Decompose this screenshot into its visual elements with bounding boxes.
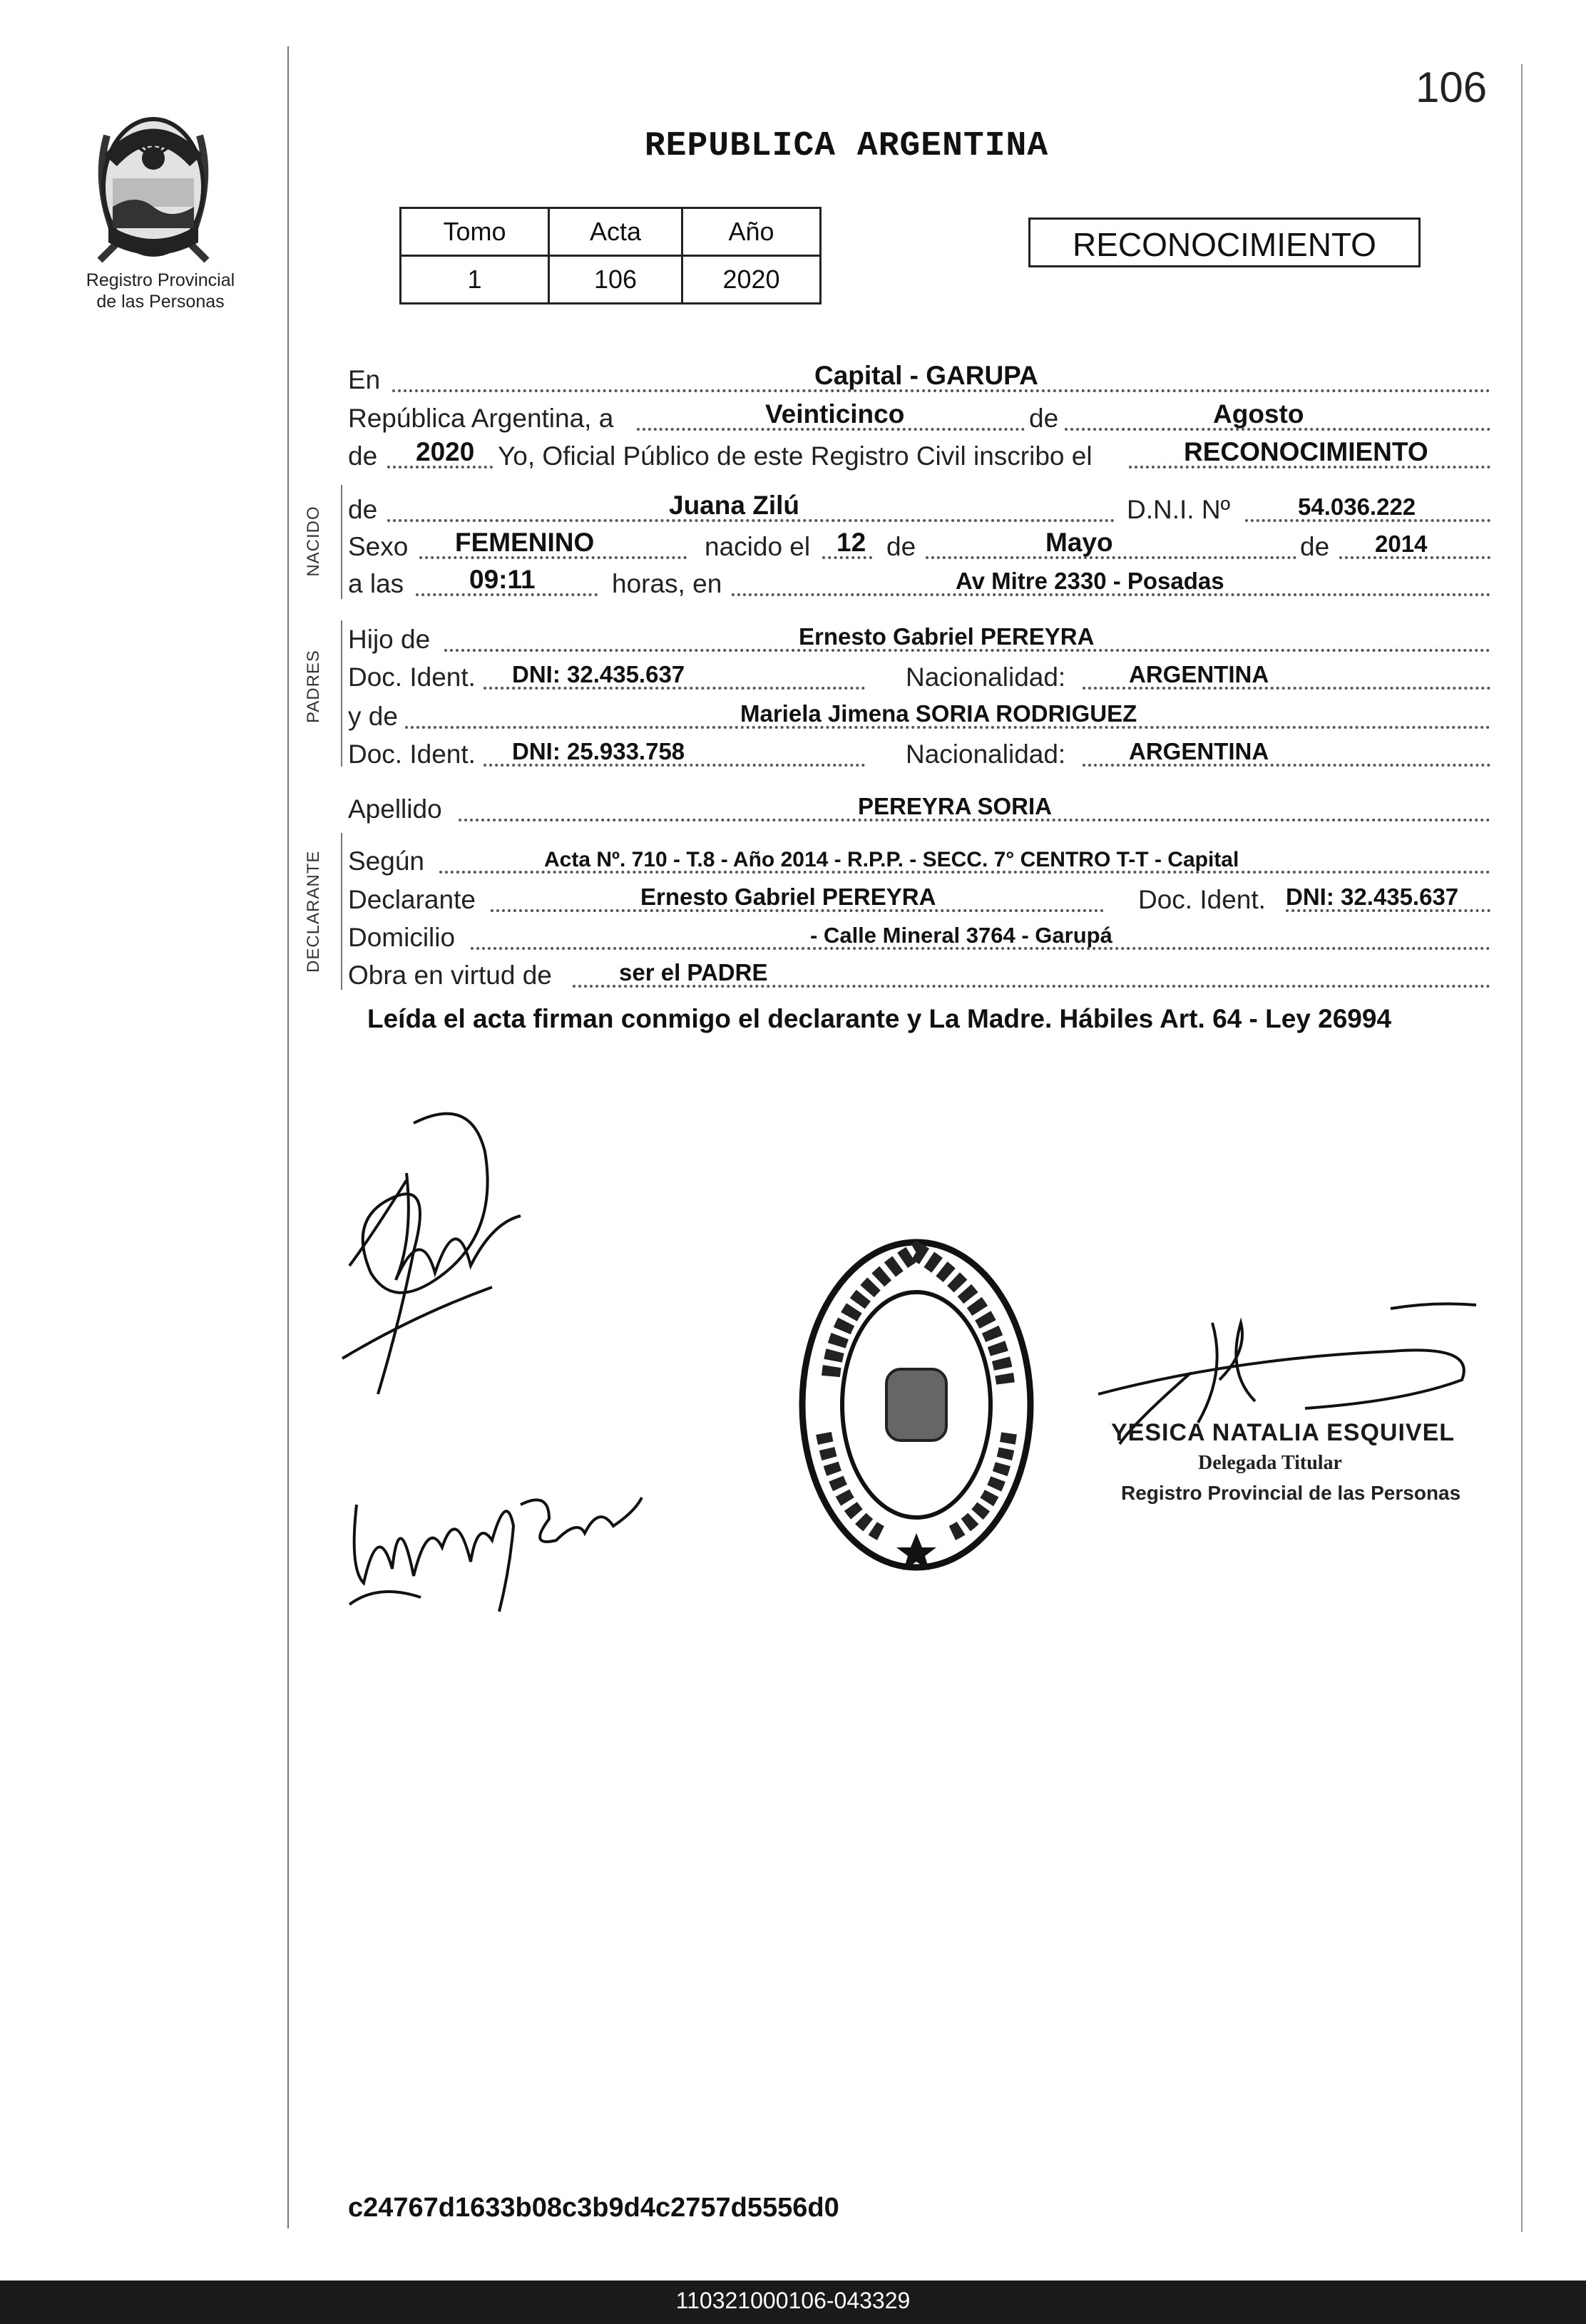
year-value: 2020 bbox=[416, 437, 475, 466]
apellido-label: Apellido bbox=[348, 794, 442, 824]
row-place bbox=[348, 362, 1490, 399]
value-tomo: 1 bbox=[401, 256, 549, 304]
row-obra bbox=[348, 958, 1490, 995]
father-nationality-value: ARGENTINA bbox=[1129, 661, 1269, 687]
doc-ident-label-3: Doc. Ident. bbox=[1138, 885, 1266, 914]
header-tomo: Tomo bbox=[401, 208, 549, 256]
declarante-bracket-line bbox=[341, 833, 342, 990]
row-segun bbox=[348, 844, 1490, 881]
father-value: Ernesto Gabriel PEREYRA bbox=[799, 623, 1095, 650]
nacido-bracket-line bbox=[341, 485, 342, 599]
header-acta: Acta bbox=[549, 208, 682, 256]
left-margin-line bbox=[287, 46, 289, 2228]
row-time-place bbox=[348, 566, 1490, 603]
declarante-signature bbox=[328, 1095, 535, 1416]
closing-statement: Leída el acta firman conmigo el declarante y La Madre. Hábiles Art. 64 - Ley 26994 bbox=[367, 1004, 1392, 1033]
act-value: RECONOCIMIENTO bbox=[1184, 437, 1428, 466]
record-table-header-row bbox=[401, 208, 821, 256]
padres-bracket-line bbox=[341, 620, 342, 767]
row-name bbox=[348, 492, 1490, 529]
en-label: En bbox=[348, 365, 381, 394]
registry-stamp bbox=[795, 1234, 1038, 1576]
nacionalidad-label-1: Nacionalidad: bbox=[906, 662, 1066, 692]
place-value: Capital - GARUPA bbox=[814, 361, 1038, 390]
misiones-seal-icon bbox=[78, 107, 228, 267]
day-value: Veinticinco bbox=[765, 399, 905, 429]
row-declarante bbox=[348, 882, 1490, 919]
row-surname bbox=[348, 792, 1490, 829]
act-type-box: RECONOCIMIENTO bbox=[1028, 217, 1421, 267]
name-value: Juana Zilú bbox=[669, 491, 799, 520]
domicilio-value: - Calle Mineral 3764 - Garupá bbox=[810, 923, 1112, 948]
official-role: Delegada Titular bbox=[1198, 1452, 1342, 1474]
header-anio: Año bbox=[682, 208, 821, 256]
birth-day-value: 12 bbox=[837, 528, 866, 557]
dni-label: D.N.I. Nº bbox=[1127, 495, 1231, 524]
page-title: REPUBLICA ARGENTINA bbox=[644, 127, 1049, 165]
de-label-2: de bbox=[348, 441, 378, 471]
obra-value: ser el PADRE bbox=[619, 959, 768, 986]
y-de-label: y de bbox=[348, 702, 398, 731]
surname-value: PEREYRA SORIA bbox=[858, 793, 1052, 819]
official-name: YESICA NATALIA ESQUIVEL bbox=[1111, 1419, 1455, 1446]
logo-caption bbox=[64, 270, 257, 312]
madre-signature bbox=[335, 1462, 649, 1626]
de-label-3: de bbox=[348, 495, 378, 524]
de-label-5: de bbox=[1300, 532, 1330, 561]
horas-en-label: horas, en bbox=[612, 569, 722, 598]
value-anio: 2020 bbox=[682, 256, 821, 304]
obra-label: Obra en virtud de bbox=[348, 961, 552, 990]
record-table bbox=[399, 207, 822, 304]
row-sex-birth bbox=[348, 529, 1490, 566]
sexo-value: FEMENINO bbox=[455, 528, 595, 557]
inscribo-text: Yo, Oficial Público de este Registro Civil inscribo el bbox=[498, 441, 1093, 471]
row-domicilio bbox=[348, 920, 1490, 957]
value-acta: 106 bbox=[549, 256, 682, 304]
de-label-4: de bbox=[886, 532, 916, 561]
row-date bbox=[348, 401, 1490, 438]
mother-doc-value: DNI: 25.933.758 bbox=[512, 738, 685, 764]
doc-ident-label-1: Doc. Ident. bbox=[348, 662, 476, 692]
row-mother bbox=[348, 699, 1490, 736]
logo-caption-line2: de las Personas bbox=[96, 292, 225, 312]
official-registry: Registro Provincial de las Personas bbox=[1121, 1482, 1461, 1504]
mother-value: Mariela Jimena SORIA RODRIGUEZ bbox=[740, 700, 1137, 727]
side-label-nacido: NACIDO bbox=[304, 506, 323, 577]
birth-time-value: 09:11 bbox=[469, 565, 536, 594]
father-doc-value: DNI: 32.435.637 bbox=[512, 661, 685, 687]
declarante-value: Ernesto Gabriel PEREYRA bbox=[640, 884, 936, 910]
logo-caption-line1: Registro Provincial bbox=[86, 270, 235, 290]
segun-value: Acta Nº. 710 - T.8 - Año 2014 - R.P.P. - SECC. 7° CENTRO T-T - Capital bbox=[544, 848, 1239, 871]
birth-place-value: Av Mitre 2330 - Posadas bbox=[956, 568, 1224, 594]
segun-label: Según bbox=[348, 846, 424, 876]
a-las-label: a las bbox=[348, 569, 404, 598]
mother-nationality-value: ARGENTINA bbox=[1129, 738, 1269, 764]
document-hash: c24767d1633b08c3b9d4c2757d5556d0 bbox=[348, 2193, 839, 2223]
declarante-label: Declarante bbox=[348, 885, 476, 914]
domicilio-label: Domicilio bbox=[348, 923, 456, 952]
birth-year-value: 2014 bbox=[1375, 531, 1428, 557]
row-father bbox=[348, 622, 1490, 659]
coat-of-arms-logo bbox=[78, 107, 228, 271]
row-mother-doc bbox=[348, 737, 1490, 774]
record-table-value-row bbox=[401, 256, 821, 304]
sexo-label: Sexo bbox=[348, 532, 409, 561]
side-label-padres: PADRES bbox=[304, 650, 323, 723]
right-margin-line bbox=[1521, 64, 1523, 2232]
doc-ident-label-2: Doc. Ident. bbox=[348, 739, 476, 769]
birth-month-value: Mayo bbox=[1045, 528, 1113, 557]
row-father-doc bbox=[348, 660, 1490, 697]
page-number: 106 bbox=[1416, 63, 1488, 111]
de-label-1: de bbox=[1029, 404, 1059, 433]
nacido-el-label: nacido el bbox=[705, 532, 811, 561]
hijo-de-label: Hijo de bbox=[348, 625, 431, 654]
nacionalidad-label-2: Nacionalidad: bbox=[906, 739, 1066, 769]
declarante-doc-value: DNI: 32.435.637 bbox=[1286, 884, 1459, 910]
republica-label: República Argentina, a bbox=[348, 404, 614, 433]
dni-value: 54.036.222 bbox=[1298, 493, 1416, 520]
month-value: Agosto bbox=[1213, 399, 1304, 429]
footer-code: 110321000106-043329 bbox=[675, 2288, 911, 2313]
side-label-declarante: DECLARANTE bbox=[304, 850, 323, 973]
row-inscribo bbox=[348, 439, 1490, 476]
